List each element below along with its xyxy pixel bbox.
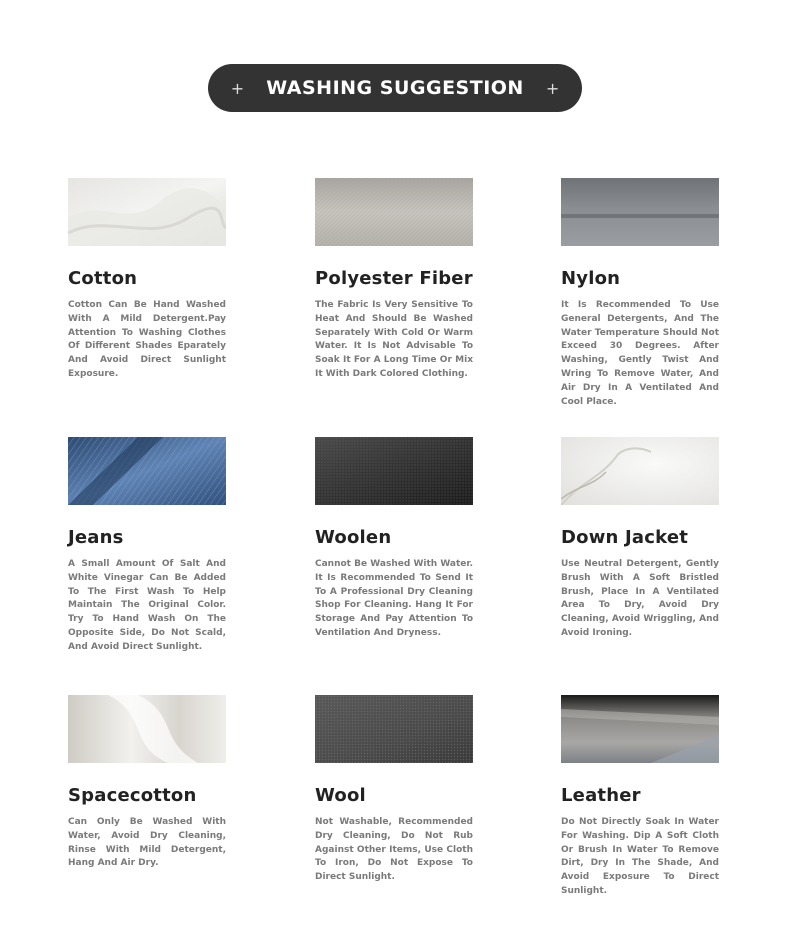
fabric-name: Down Jacket [561,527,689,548]
fabric-card-wool [315,695,473,885]
fabric-description: Can Only Be Washed With Water, Avoid Dry Cleaning, Rinse With Mild Detergent, Hang And Air Dry. [68,817,226,869]
nylon-fabric-image [561,178,719,246]
fabric-card-down-jacket [561,437,719,641]
fabric-name: Spacecotton [68,785,197,806]
leather-fabric-image [561,695,719,763]
cotton-fabric-image [68,178,226,246]
fabric-name: Leather [561,785,641,806]
fabric-name: Polyester Fiber [315,268,473,289]
fabric-name: Jeans [68,527,124,548]
fabric-card-leather [561,695,719,899]
fabric-description: Cannot Be Washed With Water. It Is Recommended To Send It To A Professional Dry Cleaning Shop For Cleaning. Hang It For Storage And Pay Attention To Ventilation And Dryness. [315,559,473,638]
fabric-description: Not Washable, Recommended Dry Cleaning, Do Not Rub Against Other Items, Use Cloth To Iron, Do Not Expose To Direct Sunlight. [315,817,473,883]
fabric-name: Wool [315,785,366,806]
fabric-description: It Is Recommended To Use General Detergents, And The Water Temperature Should Not Exceed 30 Degrees. After Washing, Gently Twist And Wring To Remove Water, And Air Dry In A Ventilated And Cool Place. [561,300,719,407]
plus-mark-right: + [545,78,560,98]
fabric-card-polyester [315,178,473,382]
fabric-name: Woolen [315,527,392,548]
jeans-fabric-image [68,437,226,505]
fabric-card-spacecotton [68,695,226,871]
fabric-description: Cotton Can Be Hand Washed With A Mild Detergent.Pay Attention To Washing Clothes Of Different Shades Eparately And Avoid Direct Sunlight Exposure. [68,300,226,379]
fabric-description: Do Not Directly Soak In Water For Washing. Dip A Soft Cloth Or Brush In Water To Remove Dirt, Dry In The Shade, And Avoid Exposure To Direct Sunlight. [561,817,719,896]
section-title: WASHING SUGGESTION [266,77,524,99]
fabric-description: A Small Amount Of Salt And White Vinegar Can Be Added To The First Wash To Help Maintain The Original Color. Try To Hand Wash On The Opposite Side, Do Not Scald, And Avoid Direct Sunlight. [68,559,226,652]
fabric-description: The Fabric Is Very Sensitive To Heat And Should Be Washed Separately With Cold Or Warm Water. It Is Not Advisable To Soak It For A Long Time Or Mix It With Dark Colored Clothing. [315,300,473,379]
down-jacket-fabric-image [561,437,719,505]
section-header [208,64,582,112]
fabric-description: Use Neutral Detergent, Gently Brush With A Soft Bristled Brush, Place In A Ventilated Area To Dry, Avoid Dry Cleaning, Avoid Wriggling, And Avoid Ironing. [561,559,719,638]
woolen-fabric-image [315,437,473,505]
polyester-fabric-image [315,178,473,246]
fabric-card-woolen [315,437,473,641]
fabric-name: Cotton [68,268,138,289]
spacecotton-fabric-image [68,695,226,763]
fabric-card-jeans [68,437,226,655]
fabric-card-cotton [68,178,226,382]
wool-fabric-image [315,695,473,763]
fabric-card-nylon [561,178,719,409]
plus-mark-left: + [230,78,245,98]
fabric-name: Nylon [561,268,621,289]
